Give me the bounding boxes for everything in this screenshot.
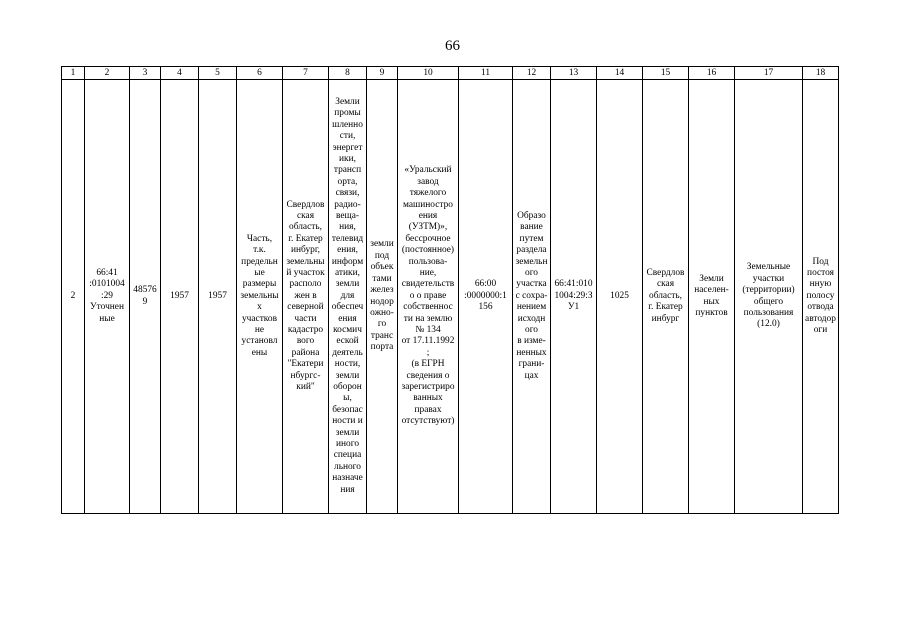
column-number: 10	[398, 67, 459, 80]
column-number: 8	[329, 67, 367, 80]
column-number: 6	[237, 67, 283, 80]
parent-plot-cell: 66:00 :0000000:1 156	[459, 80, 513, 514]
column-number: 7	[283, 67, 329, 80]
table-row	[62, 80, 839, 514]
new-area-cell: 1025	[597, 80, 643, 514]
column-number: 2	[85, 67, 130, 80]
column-number: 13	[551, 67, 597, 80]
value-cell: 1957	[199, 80, 237, 514]
column-number: 9	[367, 67, 398, 80]
land-plots-table	[61, 66, 839, 514]
column-number: 1	[62, 67, 85, 80]
purpose-cell: Под постоя нную полосу отвода автодор оги	[803, 80, 839, 514]
designation-cell: 66:41:010 1004:29:З У1	[551, 80, 597, 514]
column-number: 5	[199, 67, 237, 80]
new-permitted-use-cell: Земельные участки (территории) общего пользования (12.0)	[735, 80, 803, 514]
permitted-use-cell: земли под объек тами желез нодор ожно- го транс порта	[367, 80, 398, 514]
encumbrance-cell: Часть, т.к. предельн ые размеры земельны х участков не установл ены	[237, 80, 283, 514]
new-category-cell: Земли населен- ных пунктов	[689, 80, 735, 514]
column-number: 17	[735, 67, 803, 80]
row-number-cell: 2	[62, 80, 85, 514]
page-number: 66	[445, 38, 460, 54]
cadastral-number-cell: 66:41 :0101004 :29 Уточнен ные	[85, 80, 130, 514]
column-number: 4	[161, 67, 199, 80]
area-cell: 48576 9	[130, 80, 161, 514]
formation-method-cell: Образо вание путем раздела земельн ого участка с сохра- нением исходн ого в изме- ненных грани- цах	[513, 80, 551, 514]
address-cell: Свердлов ская область, г. Екатер инбург, земельны й участок располо жен в северной части кадастро вого района "Екатери нбургс- кий"	[283, 80, 329, 514]
column-number: 14	[597, 67, 643, 80]
column-number: 12	[513, 67, 551, 80]
value-cell: 1957	[161, 80, 199, 514]
land-category-cell: Земли промы шленно сти, энергет ики, трансп орта, связи, радио- веща- ния, телевид ения, информ атики, земли для обеспеч ения космич еской деятель ности, земли оборон ы, безопас ности и земли иного специа льного назначе ния	[329, 80, 367, 514]
column-number: 3	[130, 67, 161, 80]
column-number: 18	[803, 67, 839, 80]
column-number: 16	[689, 67, 735, 80]
column-number-row	[62, 67, 839, 80]
rights-holder-cell: «Уральский завод тяжелого машиностро ения (УЗТМ)», бессрочное (постоянное) пользова- ние, свидетельств о о праве собственнос ти на землю № 134 от 17.11.1992 ; (в ЕГРН сведения о зарегистриро ванных правах отсутствуют)	[398, 80, 459, 514]
column-number: 15	[643, 67, 689, 80]
column-number: 11	[459, 67, 513, 80]
new-address-cell: Свердлов ская область, г. Екатер инбург	[643, 80, 689, 514]
